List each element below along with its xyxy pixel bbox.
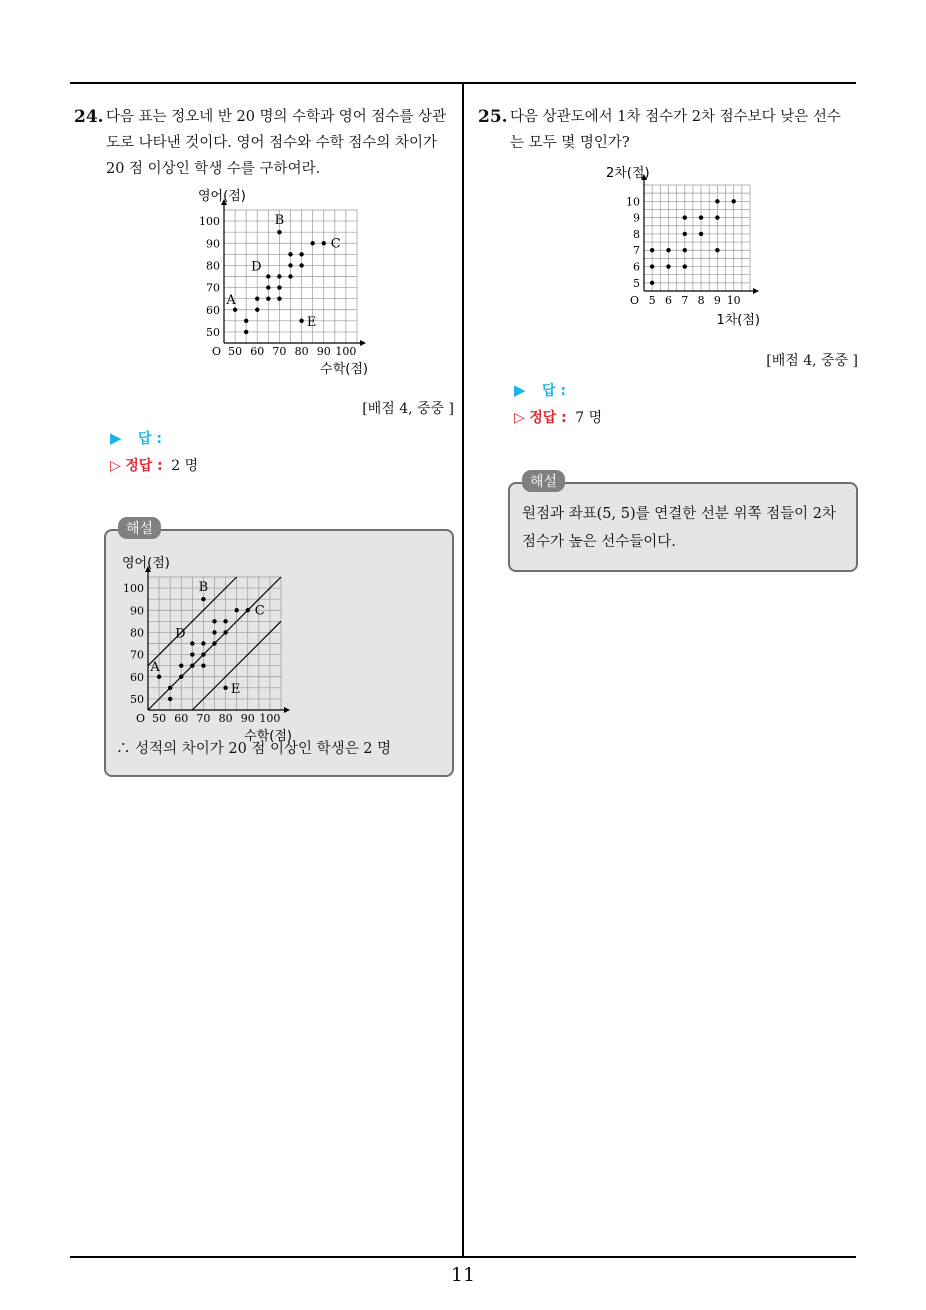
data-point — [288, 274, 292, 278]
data-point — [683, 248, 687, 252]
data-point — [322, 241, 326, 245]
score-meta: [배점 4, 중중 ] — [766, 353, 858, 369]
x-tick-label: 60 — [250, 345, 265, 358]
y-tick-label: 100 — [199, 215, 220, 229]
explanation-line: 점수가 높은 선수들이다. — [522, 534, 676, 550]
data-point — [699, 215, 703, 219]
data-point — [244, 319, 248, 323]
data-point — [277, 230, 281, 234]
data-point — [266, 296, 270, 300]
y-tick-label: 90 — [130, 604, 144, 618]
data-point — [234, 608, 238, 612]
x-tick-label: 60 — [174, 712, 189, 725]
y-tick-label: 5 — [633, 276, 640, 290]
data-point — [666, 264, 670, 268]
data-point — [201, 663, 205, 667]
y-tick-label: 80 — [130, 626, 144, 640]
x-tick-label: 6 — [664, 294, 672, 307]
play-triangle-icon: ▶ — [514, 381, 526, 399]
data-point — [212, 630, 216, 634]
question-number: 24. — [74, 107, 104, 127]
data-point — [201, 641, 205, 645]
explanation-line: 원점과 좌표(5, 5)를 연결한 선분 위쪽 점들이 2차 — [522, 506, 836, 522]
x-tick-label: 80 — [294, 345, 309, 358]
answer-label: 답 : — [138, 431, 162, 447]
question-line: 다음 표는 정오네 반 20 명의 수학과 영어 점수를 상관 — [106, 109, 447, 125]
solution-label: 정답 : — [529, 410, 567, 426]
data-point — [179, 675, 183, 679]
x-axis-arrow — [360, 340, 366, 346]
x-axis-arrow — [753, 288, 759, 294]
outline-triangle-icon: ▷ — [110, 458, 121, 474]
data-point — [666, 248, 670, 252]
data-point — [699, 232, 703, 236]
y-tick-label: 80 — [206, 259, 220, 273]
y-tick-label: 50 — [130, 692, 144, 706]
y-tick-label: 9 — [633, 211, 640, 225]
scatter-chart-explanation — [116, 553, 316, 747]
y-tick-label: 10 — [626, 195, 640, 209]
y-tick-label: 6 — [633, 260, 640, 274]
y-axis-label: 2차(점) — [606, 166, 650, 181]
x-tick-label: 100 — [259, 712, 281, 725]
data-point — [168, 686, 172, 690]
x-axis-label: 수학(점) — [244, 729, 292, 744]
data-point — [266, 274, 270, 278]
origin-label: O — [136, 712, 146, 725]
x-tick-label: 5 — [648, 294, 656, 307]
question-25 — [478, 104, 841, 156]
data-point — [650, 264, 654, 268]
data-point — [715, 248, 719, 252]
question-line: 도로 나타낸 것이다. 영어 점수와 수학 점수의 차이가 — [106, 135, 438, 151]
point-label-c: C — [254, 603, 265, 619]
x-tick-label: 50 — [152, 712, 167, 725]
y-tick-label: 90 — [206, 237, 220, 251]
outline-triangle-icon: ▷ — [514, 410, 525, 426]
y-axis-label: 영어(점) — [198, 189, 246, 204]
solution-row — [110, 455, 198, 475]
page-number: 11 — [450, 1264, 476, 1286]
x-tick-label: 90 — [316, 345, 331, 358]
data-point — [190, 663, 194, 667]
data-point — [212, 619, 216, 623]
x-tick-label: 80 — [218, 712, 233, 725]
x-tick-label: 90 — [240, 712, 255, 725]
scatter-chart-first-second — [604, 162, 774, 330]
data-point — [277, 285, 281, 289]
x-tick-label: 70 — [272, 345, 287, 358]
explanation-tag: 해설 — [118, 517, 161, 539]
x-tick-label: 10 — [726, 294, 741, 307]
answer-label: 답 : — [542, 383, 566, 399]
explanation-text: ∴ 성적의 차이가 20 점 이상인 학생은 2 명 — [116, 741, 392, 757]
point-label-a: A — [226, 292, 236, 308]
point-label-d: D — [175, 626, 186, 642]
question-line: 다음 상관도에서 1차 점수가 2차 점수보다 낮은 선수 — [510, 109, 841, 125]
point-label-b: B — [274, 213, 285, 229]
x-axis-label: 1차(점) — [716, 313, 760, 328]
data-point — [223, 619, 227, 623]
data-point — [190, 641, 194, 645]
play-triangle-icon: ▶ — [110, 429, 122, 447]
point-label-b: B — [198, 580, 209, 596]
data-point — [288, 263, 292, 267]
data-point — [255, 296, 259, 300]
data-point — [310, 241, 314, 245]
point-label-e: E — [230, 681, 241, 697]
explanation-tag: 해설 — [522, 470, 565, 492]
question-line: 20 점 이상인 학생 수를 구하여라. — [106, 161, 321, 177]
point-label-e: E — [306, 314, 317, 330]
y-tick-label: 60 — [206, 303, 220, 317]
answer-row — [514, 380, 566, 400]
y-tick-label: 70 — [130, 648, 144, 662]
data-point — [715, 215, 719, 219]
data-point — [299, 319, 303, 323]
data-point — [731, 199, 735, 203]
data-point — [266, 285, 270, 289]
y-tick-label: 60 — [130, 670, 144, 684]
question-line: 는 모두 몇 명인가? — [510, 135, 630, 151]
data-point — [201, 597, 205, 601]
data-point — [244, 330, 248, 334]
x-tick-label: 50 — [228, 345, 243, 358]
data-point — [299, 263, 303, 267]
data-point — [277, 296, 281, 300]
x-tick-label: 7 — [681, 294, 689, 307]
data-point — [650, 248, 654, 252]
x-axis-arrow — [284, 707, 290, 713]
y-tick-label: 8 — [633, 227, 640, 241]
score-meta: [배점 4, 중중 ] — [362, 401, 454, 417]
data-point — [277, 274, 281, 278]
data-point — [683, 215, 687, 219]
y-axis-label: 영어(점) — [122, 556, 170, 571]
solution-value: 2 명 — [171, 458, 199, 474]
x-tick-label: 9 — [713, 294, 721, 307]
origin-label: O — [630, 294, 640, 307]
data-point — [683, 232, 687, 236]
data-point — [201, 652, 205, 656]
solution-label: 정답 : — [125, 458, 163, 474]
data-point — [299, 252, 303, 256]
scatter-chart-math-english — [192, 186, 392, 380]
data-point — [715, 199, 719, 203]
bottom-rule — [70, 1256, 856, 1258]
origin-label: O — [212, 345, 222, 358]
column-divider — [462, 83, 464, 1258]
data-point — [650, 281, 654, 285]
point-label-a: A — [150, 659, 160, 675]
solution-value: 7 명 — [575, 410, 603, 426]
explanation-box — [104, 529, 454, 777]
x-tick-label: 70 — [196, 712, 211, 725]
question-number: 25. — [478, 107, 508, 127]
point-label-d: D — [251, 259, 262, 275]
data-point — [246, 608, 250, 612]
y-tick-label: 7 — [633, 244, 640, 258]
data-point — [255, 308, 259, 312]
x-tick-label: 100 — [335, 345, 357, 358]
point-label-c: C — [330, 236, 341, 252]
data-point — [288, 252, 292, 256]
solution-row — [514, 407, 602, 427]
y-tick-label: 100 — [123, 582, 144, 596]
data-point — [212, 641, 216, 645]
data-point — [190, 652, 194, 656]
data-point — [223, 630, 227, 634]
x-tick-label: 8 — [697, 294, 705, 307]
data-point — [157, 675, 161, 679]
answer-row — [110, 428, 162, 448]
data-point — [223, 686, 227, 690]
question-24 — [74, 104, 446, 182]
data-point — [233, 308, 237, 312]
y-tick-label: 70 — [206, 281, 220, 295]
y-tick-label: 50 — [206, 325, 220, 339]
data-point — [179, 663, 183, 667]
data-point — [168, 697, 172, 701]
data-point — [683, 264, 687, 268]
explanation-box — [508, 482, 858, 572]
x-axis-label: 수학(점) — [320, 362, 368, 377]
